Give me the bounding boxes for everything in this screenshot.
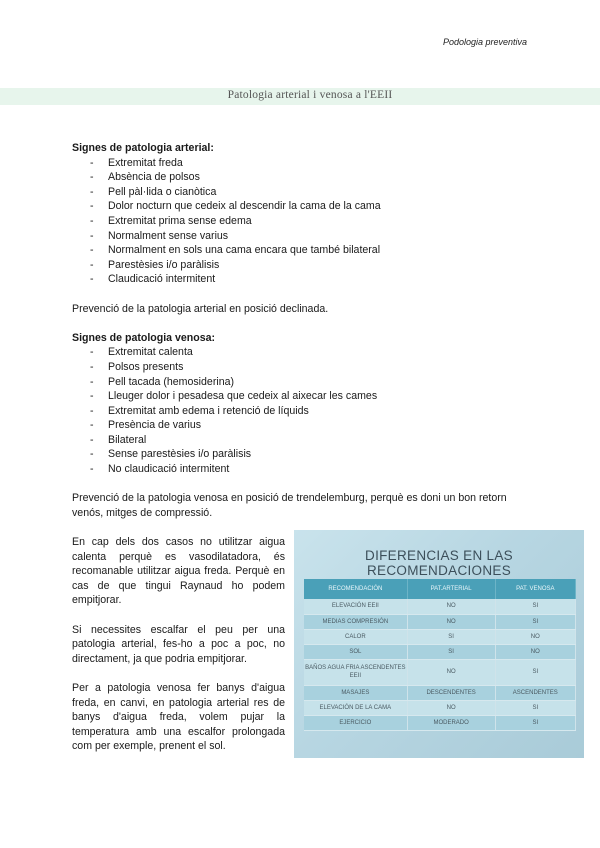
table-row: [304, 700, 576, 715]
list-item: - Absència de polsos: [72, 170, 532, 185]
list-item: - Bilateral: [72, 433, 532, 448]
list-item: - Pell tacada (hemosiderina): [72, 375, 532, 390]
main-content: [72, 141, 532, 520]
list-item: - No claudicació intermitent: [72, 462, 532, 477]
table-cell: CALOR: [304, 629, 407, 644]
table-row: [304, 659, 576, 685]
recommendations-table: [304, 579, 576, 731]
photo-title: DIFERENCIAS EN LAS RECOMENDACIONES: [365, 548, 513, 578]
paragraph-water: En cap dels dos casos no utilitzar aigua calenta perquè es vasodilatadora, és recomanable utilitzar aigua freda. Perquè en cas de que tingui Raynaud ho podem empitjorar.: [72, 536, 285, 607]
table-cell: DESCENDENTES: [407, 685, 495, 700]
table-cell: EJERCICIO: [304, 715, 407, 730]
table-cell: SI: [407, 644, 495, 659]
column-header: PAT.ARTERIAL: [407, 579, 495, 599]
table-cell: SOL: [304, 644, 407, 659]
arterial-heading: Signes de patologia arterial:: [72, 142, 214, 154]
table-cell: NO: [407, 614, 495, 629]
recommendations-photo: [294, 530, 584, 758]
arterial-signs-list: [72, 156, 532, 287]
table-row: [304, 644, 576, 659]
table-cell: NO: [495, 629, 575, 644]
column-header: RECOMENDACIÓN: [304, 579, 407, 599]
table-cell: SI: [495, 599, 575, 614]
table-cell: NO: [407, 700, 495, 715]
venous-heading: Signes de patologia venosa:: [72, 331, 216, 344]
list-item: - Extremitat freda: [72, 156, 532, 171]
venous-prevention: Prevenció de la patologia venosa en posició de trendelemburg, perquè es doni un bon retorn venós, mitges de compressió.: [72, 492, 507, 519]
table-row: [304, 685, 576, 700]
table-cell: MEDIAS COMPRESIÓN: [304, 614, 407, 629]
list-item: - Presència de varius: [72, 418, 532, 433]
list-item: - Polsos presents: [72, 360, 532, 375]
table-row: [304, 599, 576, 614]
table-header-row: [304, 579, 576, 599]
table-row: [304, 614, 576, 629]
table-cell: SI: [495, 614, 575, 629]
left-column-text: [72, 535, 285, 769]
venous-signs-list: [72, 345, 532, 476]
list-item: - Extremitat amb edema i retenció de líquids: [72, 404, 532, 419]
list-item: - Pell pàl·lida o cianòtica: [72, 185, 532, 200]
table-cell: ELEVACIÓN DE LA CAMA: [304, 700, 407, 715]
table-row: [304, 629, 576, 644]
list-item: - Claudicació intermitent: [72, 272, 532, 287]
table-row: [304, 715, 576, 730]
list-item: - Normalment en sols una cama encara que també bilateral: [72, 243, 532, 258]
table-cell: ELEVACIÓN EEII: [304, 599, 407, 614]
list-item: - Dolor nocturn que cedeix al descendir la cama de la cama: [72, 199, 532, 214]
table-cell: SI: [407, 629, 495, 644]
table-cell: MASAJES: [304, 685, 407, 700]
table-cell: SI: [495, 659, 575, 685]
running-header: Podologia preventiva: [442, 37, 527, 47]
table-cell: MODERADO: [407, 715, 495, 730]
column-header: PAT. VENOSA: [495, 579, 575, 599]
list-item: - Lleuger dolor i pesadesa que cedeix al aixecar les cames: [72, 389, 532, 404]
arterial-prevention: Prevenció de la patologia arterial en posició declinada.: [72, 302, 329, 315]
table-cell: NO: [407, 659, 495, 685]
paragraph-baths: Per a patologia venosa fer banys d'aigua freda, en canvi, en patologia arterial res de banys d'aigua freda, volem pujar la temperatura amb una escalfor prolongada com per exemple, prenent el sol.: [72, 681, 285, 753]
table-cell: BAÑOS AGUA FRIA ASCENDENTES EEII: [304, 659, 407, 685]
table-cell: SI: [495, 700, 575, 715]
table-cell: ASCENDENTES: [495, 685, 575, 700]
list-item: - Normalment sense varius: [72, 229, 532, 244]
paragraph-warming: Si necessites escalfar el peu per una patologia arterial, fes-ho a poc a poc, no directament, ja que podria empitjorar.: [72, 623, 285, 665]
table-cell: NO: [407, 599, 495, 614]
list-item: - Sense parestèsies i/o paràlisis: [72, 447, 532, 462]
table-cell: NO: [495, 644, 575, 659]
list-item: - Extremitat prima sense edema: [72, 214, 532, 229]
document-title: Patologia arterial i venosa a l'EEII: [227, 89, 393, 101]
list-item: - Extremitat calenta: [72, 345, 532, 360]
list-item: - Parestèsies i/o paràlisis: [72, 258, 532, 273]
table-cell: SI: [495, 715, 575, 730]
